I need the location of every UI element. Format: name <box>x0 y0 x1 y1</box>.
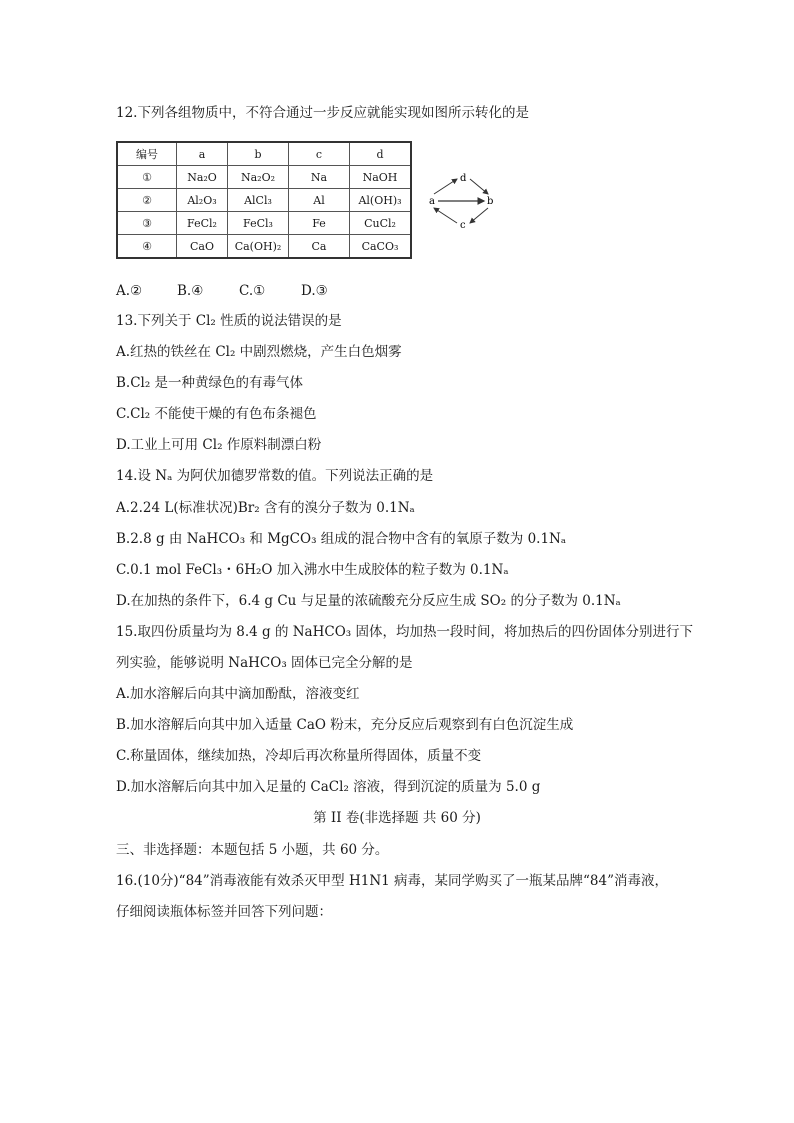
q15-option-a: A.加水溶解后向其中滴加酚酞，溶液变红 <box>116 686 360 702</box>
table-row <box>117 212 411 235</box>
q13-option-c: C.Cl₂ 不能使干燥的有色布条褪色 <box>116 406 317 422</box>
transformation-diagram <box>424 170 504 234</box>
table-cell: Fe <box>289 212 350 235</box>
table-row <box>117 166 411 189</box>
arrow-b-c <box>470 208 488 223</box>
q12-option-b: B.④ <box>177 283 204 299</box>
table-row <box>117 189 411 212</box>
q12-stem: 12.下列各组物质中，不符合通过一步反应就能实现如图所示转化的是 <box>116 105 529 121</box>
table-cell: FeCl₃ <box>228 212 289 235</box>
table-cell: AlCl₃ <box>228 189 289 212</box>
q15-stem-line2: 列实验，能够说明 NaHCO₃ 固体已完全分解的是 <box>116 655 413 671</box>
table-cell: ④ <box>117 235 177 259</box>
q15-option-b: B.加水溶解后向其中加入适量 CaO 粉末，充分反应后观察到有白色沉淀生成 <box>116 717 574 733</box>
q12-option-d: D.③ <box>301 283 328 299</box>
table-header: c <box>289 142 350 166</box>
q16-line2: 仔细阅读瓶体标签并回答下列问题： <box>116 904 332 920</box>
table-cell: Al <box>289 189 350 212</box>
section-title: 第 II 卷(非选择题 共 60 分) <box>313 810 481 826</box>
table-cell: Ca(OH)₂ <box>228 235 289 259</box>
q14-option-a: A.2.24 L(标准状况)Br₂ 含有的溴分子数为 0.1Nₐ <box>116 500 415 516</box>
table-header: b <box>228 142 289 166</box>
table-cell: Na <box>289 166 350 189</box>
q15-option-c: C.称量固体，继续加热，冷却后再次称量所得固体，质量不变 <box>116 748 482 764</box>
table-cell: Na₂O₂ <box>228 166 289 189</box>
q13-option-d: D.工业上可用 Cl₂ 作原料制漂白粉 <box>116 437 322 453</box>
table-header: d <box>350 142 412 166</box>
q14-stem: 14.设 Nₐ 为阿伏加德罗常数的值。下列说法正确的是 <box>116 468 434 484</box>
table-cell: Na₂O <box>177 166 228 189</box>
q14-option-b: B.2.8 g 由 NaHCO₃ 和 MgCO₃ 组成的混合物中含有的氧原子数为 0.1Nₐ <box>116 531 567 547</box>
table-header-row <box>117 142 411 166</box>
table-cell: CaO <box>177 235 228 259</box>
table-cell: NaOH <box>350 166 412 189</box>
q15-option-d: D.加水溶解后向其中加入足量的 CaCl₂ 溶液，得到沉淀的质量为 5.0 g <box>116 779 541 795</box>
q12-table <box>116 141 412 259</box>
q14-option-c: C.0.1 mol FeCl₃・6H₂O 加入沸水中生成胶体的粒子数为 0.1Nₐ <box>116 562 509 578</box>
q13-stem: 13.下列关于 Cl₂ 性质的说法错误的是 <box>116 313 342 329</box>
arrow-a-d <box>434 179 457 194</box>
node-c: c <box>460 220 466 231</box>
table-cell: Al(OH)₃ <box>350 189 412 212</box>
table-row <box>117 235 411 259</box>
arrow-d-b <box>470 179 488 194</box>
q12-option-c: C.① <box>239 283 266 299</box>
table-cell: Al₂O₃ <box>177 189 228 212</box>
q14-option-d: D.在加热的条件下，6.4 g Cu 与足量的浓硫酸充分反应生成 SO₂ 的分子数为 0.1Nₐ <box>116 593 621 609</box>
q15-stem-line1: 15.取四份质量均为 8.4 g 的 NaHCO₃ 固体，均加热一段时间，将加热后的四份固体分别进行下 <box>116 624 693 640</box>
table-cell: CuCl₂ <box>350 212 412 235</box>
table-cell: FeCl₂ <box>177 212 228 235</box>
table-cell: ③ <box>117 212 177 235</box>
table-header: a <box>177 142 228 166</box>
table-header: 编号 <box>117 142 177 166</box>
q16-line1: 16.(10分)“84”消毒液能有效杀灭甲型 H1N1 病毒，某同学购买了一瓶某品牌“84”消毒液， <box>116 873 668 889</box>
arrow-c-a <box>434 208 457 223</box>
section-heading: 三、非选择题：本题包括 5 小题，共 60 分。 <box>116 842 389 858</box>
q13-option-b: B.Cl₂ 是一种黄绿色的有毒气体 <box>116 375 304 391</box>
q12-option-a: A.② <box>116 283 143 299</box>
q12-options <box>116 281 328 301</box>
node-a: a <box>429 196 435 207</box>
table-cell: ② <box>117 189 177 212</box>
q13-option-a: A.红热的铁丝在 Cl₂ 中剧烈燃烧，产生白色烟雾 <box>116 344 402 360</box>
node-b: b <box>487 196 494 207</box>
node-d: d <box>460 173 467 184</box>
table-cell: Ca <box>289 235 350 259</box>
table-cell: ① <box>117 166 177 189</box>
table-cell: CaCO₃ <box>350 235 412 259</box>
